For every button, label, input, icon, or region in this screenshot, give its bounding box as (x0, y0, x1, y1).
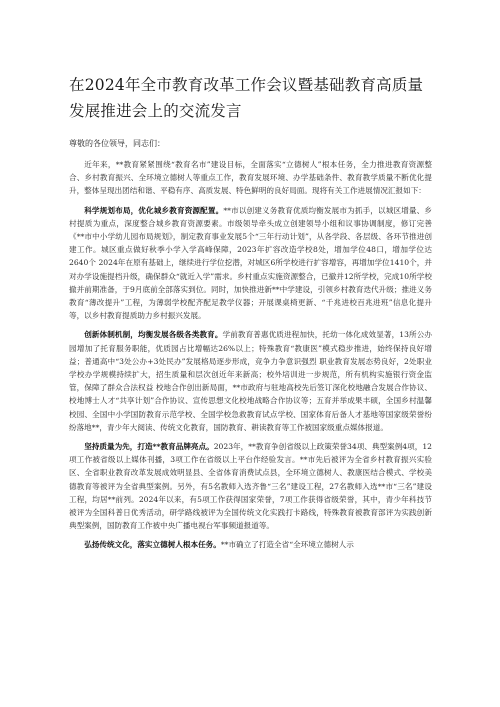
paragraph-text: **市确立了打造全省“全环境立德树人示 (220, 540, 354, 550)
paragraph-text: 近年来，**教育紧紧围绕“教育名市”建设目标，全面落实“立德树人”根本任务，全力推进教育资源整合、乡村教育振兴、全环境立德树人等重点工作，教育发展环境、办学基础条件、教育教学质量不断优化提升，整体呈现出团结和谐、平稳有序、高质发展、特色鲜明的良好局面。现将有关工作进展情况汇报如下： (69, 160, 432, 196)
paragraph-culture (69, 538, 432, 551)
paragraph-text: 2023年，**教育争创省级以上政策荣誉34项、典型案例4项，12项工作被省级以上媒体刊播，3项工作在省级以上平台作经验发言。**市先后被评为全省乡村教育振兴实验区、全省职业教育改革发展成效明显县、全省体育消费试点县，全环境立德树人、教康医结合模式、学校美德教育等被评为全省典型案例。另外，有5名教师入选齐鲁“三名”建设工程，27名教师入选**市“三名”建设工程，均居**前列。2024年以来，有5项工作获得国家荣誉，7项工作获得省级荣誉，其中，青少年科技节被评为全国科普日优秀活动，研学路线被评为全国传统文化实践打卡路线，特殊教育被教育部评为实践创新典型案例，国防教育工作被中央广播电视台军事频道报道等。 (69, 442, 432, 531)
paragraph-heading: 坚持质量为先，打造**教育品牌亮点。 (84, 442, 214, 452)
paragraph-heading: 创新体制机制，均衡发展各级各类教育。 (84, 330, 223, 340)
paragraph-mechanism (69, 328, 432, 434)
paragraph-text: 学前教育普惠优质进程加快，托幼一体化成效显著，13所公办园增加了托育服务职能，优质园占比增幅达26%以上；特殊教育“教康医”模式稳步推进，始终保持良好增益；普通高中“3处公办+3处民办”发展格局逐步形成，竞争力争意识强烈 职业教育发展态势良好，2处职业学校办学规模持续扩大，招生质量和层次创近年来新高；校外培训进一步规范，所有机构实施银行资金监管，保障了群众合法权益 校地合作创出新局面，**市政府与驻地高校先后签订深化校地融合发展合作协议、校地博士人才“共享计划”合作协议、宣传思想文化校地战略合作协议等；五育并举成果丰硕，全国乡村温馨校园、全国中小学国防教育示范学校、全国学校急救教育试点学校、国家体育后备人才基地等国家级荣誉纷纷落地**，青少年大阅读、传统文化教育，国防教育、耕读教育等工作被国家级重点媒体报道。 (69, 330, 432, 432)
paragraph-intro (69, 158, 432, 198)
paragraph-text: **市以创建义务教育优质均衡发展市为抓手，以城区增量、乡村提质为重点，深度整合城乡教育资源要素。市级领导牵头成立创建领导小组和议事协调制度，修订完善《**市中小学幼儿园布局规划》，制定教育事业发展5个“三年行动计划”，从各学段、各层级、各环节推进创建工作。城区重点做好秋季小学入学高峰保障，2023年扩容改造学校8处，增加学位48口，增加学位达2640个 2024年在原有基础上，继续进行学位挖潜，对城区6所学校进行扩容增容，再增加学位1410个，并对办学设施提档升级，确保群众“就近入学”需求。乡村重点实施资源整合，已撤并12所学校，完成10所学校撤并前期准备，于9月底前全部落实到位。同时，加快推进新**中学建设，引领乡村教育迭代升级；推进义务教育“薄改提升”工程，为薄弱学校配齐配足教学仪器；开展课桌椅更新、“千兆进校百兆进班”信息化提升等，以乡村教育提质助力乡村振兴发展。 (69, 205, 433, 321)
paragraph-heading: 弘扬传统文化，落实立德树人根本任务。 (84, 540, 221, 550)
paragraph-layout (69, 204, 432, 323)
paragraph-quality (69, 440, 432, 532)
salutation: 尊敬的各位领导，同志们： (69, 139, 165, 148)
document-title: 在2024年全市教育改革工作会议暨基础教育高质量发展推进会上的交流发言 (69, 76, 424, 120)
paragraph-heading: 科学规划布局，优化城乡教育资源配置。 (84, 205, 224, 215)
